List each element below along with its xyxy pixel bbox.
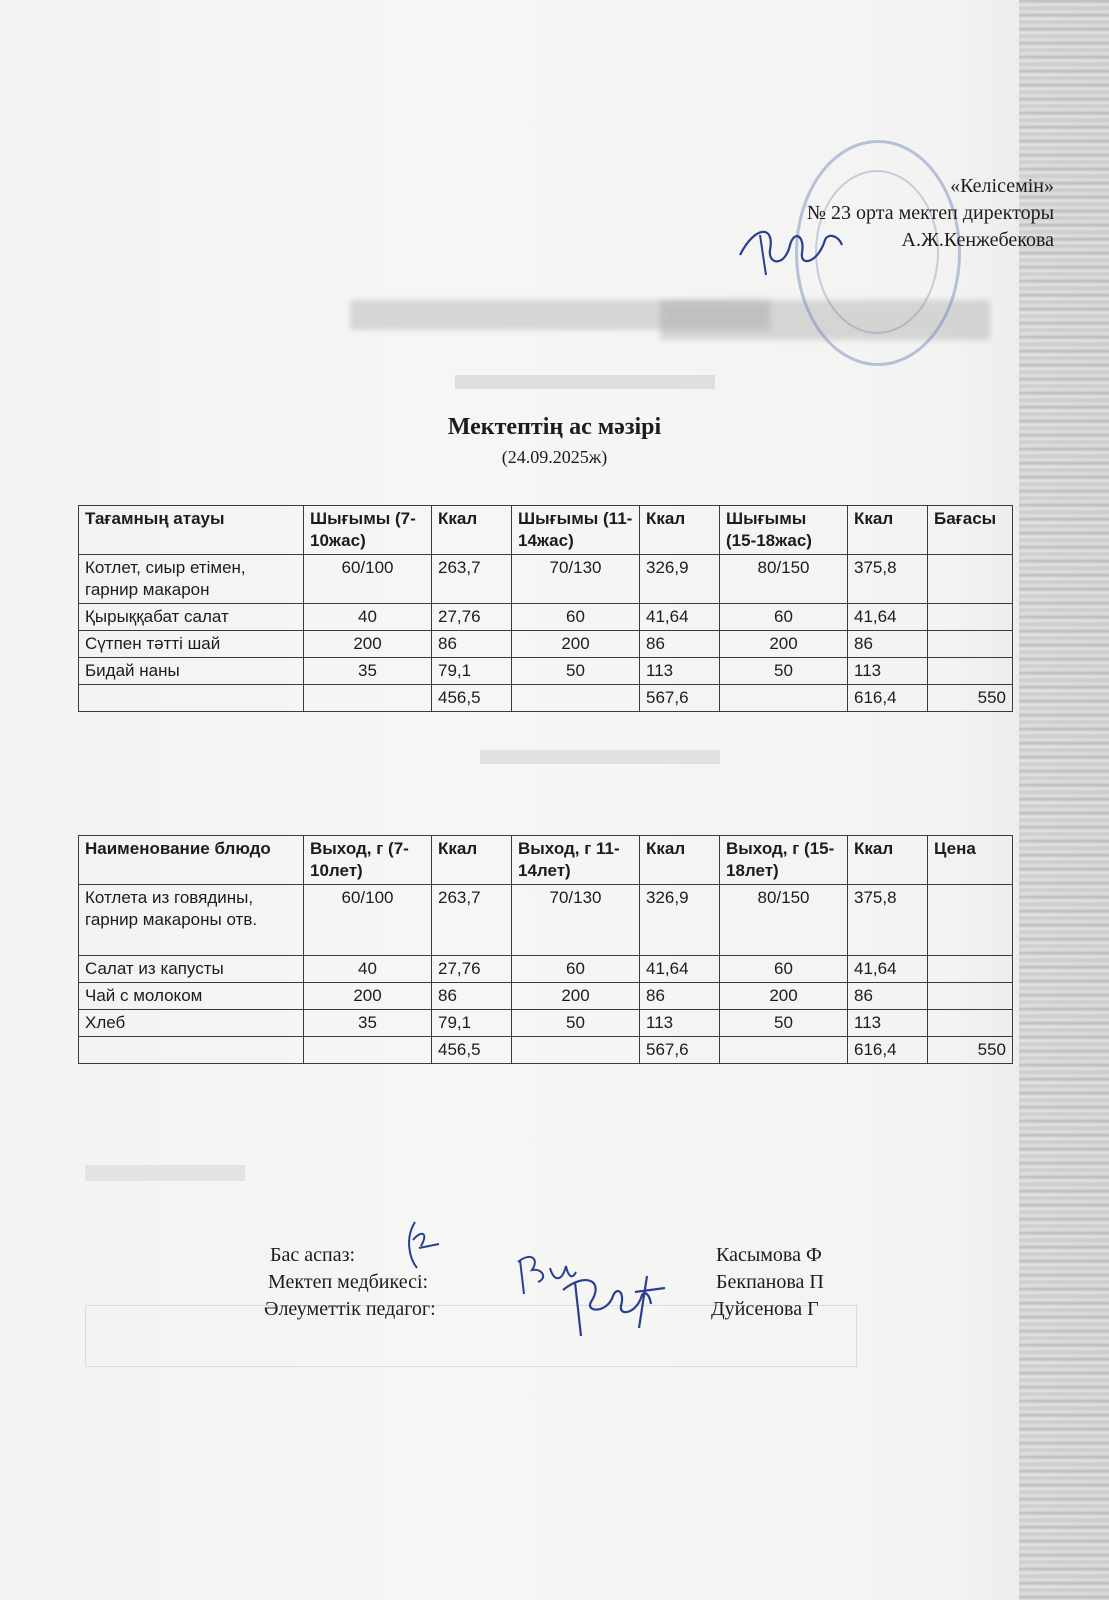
table-row bbox=[79, 604, 1013, 631]
table-cell bbox=[928, 658, 1013, 685]
approval-line-2: № 23 орта мектеп директоры bbox=[806, 202, 1054, 224]
table-cell: 200 bbox=[720, 631, 848, 658]
table-cell: 70/130 bbox=[512, 555, 640, 604]
table-cell: 60 bbox=[512, 956, 640, 983]
table-cell: 50 bbox=[720, 658, 848, 685]
table-cell bbox=[720, 1037, 848, 1064]
table-cell: 27,76 bbox=[432, 604, 512, 631]
table-cell: 86 bbox=[432, 631, 512, 658]
total-row bbox=[79, 685, 1013, 712]
table-cell: 86 bbox=[848, 983, 928, 1010]
table-cell: 60/100 bbox=[304, 885, 432, 956]
table-cell bbox=[928, 956, 1013, 983]
table-cell: 200 bbox=[512, 983, 640, 1010]
table-cell bbox=[512, 1037, 640, 1064]
staff-role: Әлеуметтік педагог: bbox=[264, 1298, 436, 1320]
table-cell bbox=[928, 555, 1013, 604]
approval-line-1: «Келісемін» bbox=[950, 175, 1054, 197]
dish-name: Хлеб bbox=[79, 1010, 304, 1037]
table-cell: 60 bbox=[512, 604, 640, 631]
dish-name: Котлет, сиыр етімен, гарнир макарон bbox=[79, 555, 304, 604]
page-title: Мектептің ас мәзірі bbox=[447, 414, 662, 440]
table-cell: 375,8 bbox=[848, 555, 928, 604]
table-cell: 60/100 bbox=[304, 555, 432, 604]
table-cell: 50 bbox=[720, 1010, 848, 1037]
dish-name: Қырыққабат салат bbox=[79, 604, 304, 631]
dish-name: Чай с молоком bbox=[79, 983, 304, 1010]
total-price: 550 bbox=[928, 1037, 1013, 1064]
table-cell: 41,64 bbox=[848, 956, 928, 983]
table-cell: 113 bbox=[640, 1010, 720, 1037]
table-header-row bbox=[79, 836, 1013, 885]
table-cell bbox=[304, 685, 432, 712]
table-cell: 79,1 bbox=[432, 1010, 512, 1037]
table-cell: 27,76 bbox=[432, 956, 512, 983]
table-cell bbox=[928, 1010, 1013, 1037]
bleed-through-mark bbox=[455, 375, 715, 389]
table-cell: 50 bbox=[512, 1010, 640, 1037]
column-header: Выход, г 11-14лет) bbox=[512, 836, 640, 885]
table-row bbox=[79, 658, 1013, 685]
staff-name: Дуйсенова Г bbox=[711, 1298, 819, 1320]
table-cell: 60 bbox=[720, 604, 848, 631]
total-kcal: 456,5 bbox=[432, 685, 512, 712]
dish-name: Сүтпен тәтті шай bbox=[79, 631, 304, 658]
table-cell: 80/150 bbox=[720, 555, 848, 604]
table-row bbox=[79, 1010, 1013, 1037]
table-cell: 79,1 bbox=[432, 658, 512, 685]
table-row bbox=[79, 631, 1013, 658]
table-cell: 41,64 bbox=[848, 604, 928, 631]
table-cell: 113 bbox=[640, 658, 720, 685]
table-cell: 35 bbox=[304, 1010, 432, 1037]
dish-name: Салат из капусты bbox=[79, 956, 304, 983]
table-cell: 113 bbox=[848, 658, 928, 685]
total-kcal: 567,6 bbox=[640, 685, 720, 712]
dish-name: Котлета из говядины, гарнир макароны отв. bbox=[79, 885, 304, 956]
table-cell: 41,64 bbox=[640, 956, 720, 983]
social-pedagogue-signature bbox=[555, 1262, 675, 1340]
total-kcal: 616,4 bbox=[848, 1037, 928, 1064]
bleed-through-mark bbox=[85, 1165, 245, 1181]
table-cell: 86 bbox=[848, 631, 928, 658]
bleed-through-mark bbox=[480, 750, 720, 764]
dish-name: Бидай наны bbox=[79, 658, 304, 685]
column-header: Шығымы (11-14жас) bbox=[512, 506, 640, 555]
menu-table-russian bbox=[78, 835, 1013, 1064]
table-cell: 50 bbox=[512, 658, 640, 685]
table-cell bbox=[304, 1037, 432, 1064]
table-cell bbox=[928, 885, 1013, 956]
column-header: Наименование блюдо bbox=[79, 836, 304, 885]
table-cell: 86 bbox=[640, 983, 720, 1010]
director-signature bbox=[730, 205, 850, 285]
total-kcal: 567,6 bbox=[640, 1037, 720, 1064]
total-row bbox=[79, 1037, 1013, 1064]
table-cell bbox=[79, 685, 304, 712]
table-cell: 70/130 bbox=[512, 885, 640, 956]
column-header: Ккал bbox=[432, 506, 512, 555]
table-cell: 86 bbox=[640, 631, 720, 658]
column-header: Ккал bbox=[848, 506, 928, 555]
staff-role: Мектеп медбикесі: bbox=[268, 1271, 429, 1293]
column-header: Выход, г (15-18лет) bbox=[720, 836, 848, 885]
column-header: Тағамның атауы bbox=[79, 506, 304, 555]
menu-date: (24.09.2025ж) bbox=[501, 447, 608, 467]
table-cell: 200 bbox=[304, 983, 432, 1010]
table-cell: 200 bbox=[304, 631, 432, 658]
column-header: Шығымы (7-10жас) bbox=[304, 506, 432, 555]
table-cell: 326,9 bbox=[640, 555, 720, 604]
table-cell: 326,9 bbox=[640, 885, 720, 956]
column-header: Бағасы bbox=[928, 506, 1013, 555]
table-cell: 80/150 bbox=[720, 885, 848, 956]
table-row bbox=[79, 956, 1013, 983]
table-cell: 41,64 bbox=[640, 604, 720, 631]
table-cell: 375,8 bbox=[848, 885, 928, 956]
table-cell: 200 bbox=[720, 983, 848, 1010]
column-header: Ккал bbox=[432, 836, 512, 885]
table-cell bbox=[928, 631, 1013, 658]
column-header: Шығымы (15-18жас) bbox=[720, 506, 848, 555]
approval-line-3: А.Ж.Кенжебекова bbox=[901, 229, 1054, 251]
table-cell bbox=[79, 1037, 304, 1064]
column-header: Цена bbox=[928, 836, 1013, 885]
table-cell: 200 bbox=[512, 631, 640, 658]
staff-role: Бас аспаз: bbox=[270, 1244, 356, 1266]
column-header: Выход, г (7-10лет) bbox=[304, 836, 432, 885]
table-row bbox=[79, 885, 1013, 956]
total-kcal: 616,4 bbox=[848, 685, 928, 712]
table-cell bbox=[928, 604, 1013, 631]
total-kcal: 456,5 bbox=[432, 1037, 512, 1064]
column-header: Ккал bbox=[640, 836, 720, 885]
total-price: 550 bbox=[928, 685, 1013, 712]
column-header: Ккал bbox=[848, 836, 928, 885]
column-header: Ккал bbox=[640, 506, 720, 555]
table-cell bbox=[720, 685, 848, 712]
table-cell: 263,7 bbox=[432, 555, 512, 604]
table-cell: 113 bbox=[848, 1010, 928, 1037]
table-cell: 40 bbox=[304, 604, 432, 631]
staff-name: Касымова Ф bbox=[716, 1244, 822, 1266]
table-cell: 263,7 bbox=[432, 885, 512, 956]
table-cell bbox=[512, 685, 640, 712]
table-cell: 35 bbox=[304, 658, 432, 685]
table-cell bbox=[928, 983, 1013, 1010]
table-cell: 40 bbox=[304, 956, 432, 983]
menu-table-kazakh bbox=[78, 505, 1013, 712]
table-cell: 60 bbox=[720, 956, 848, 983]
table-row bbox=[79, 555, 1013, 604]
staff-name: Бекпанова П bbox=[716, 1271, 824, 1293]
table-header-row bbox=[79, 506, 1013, 555]
chef-signature bbox=[395, 1218, 445, 1274]
table-cell: 86 bbox=[432, 983, 512, 1010]
table-row bbox=[79, 983, 1013, 1010]
